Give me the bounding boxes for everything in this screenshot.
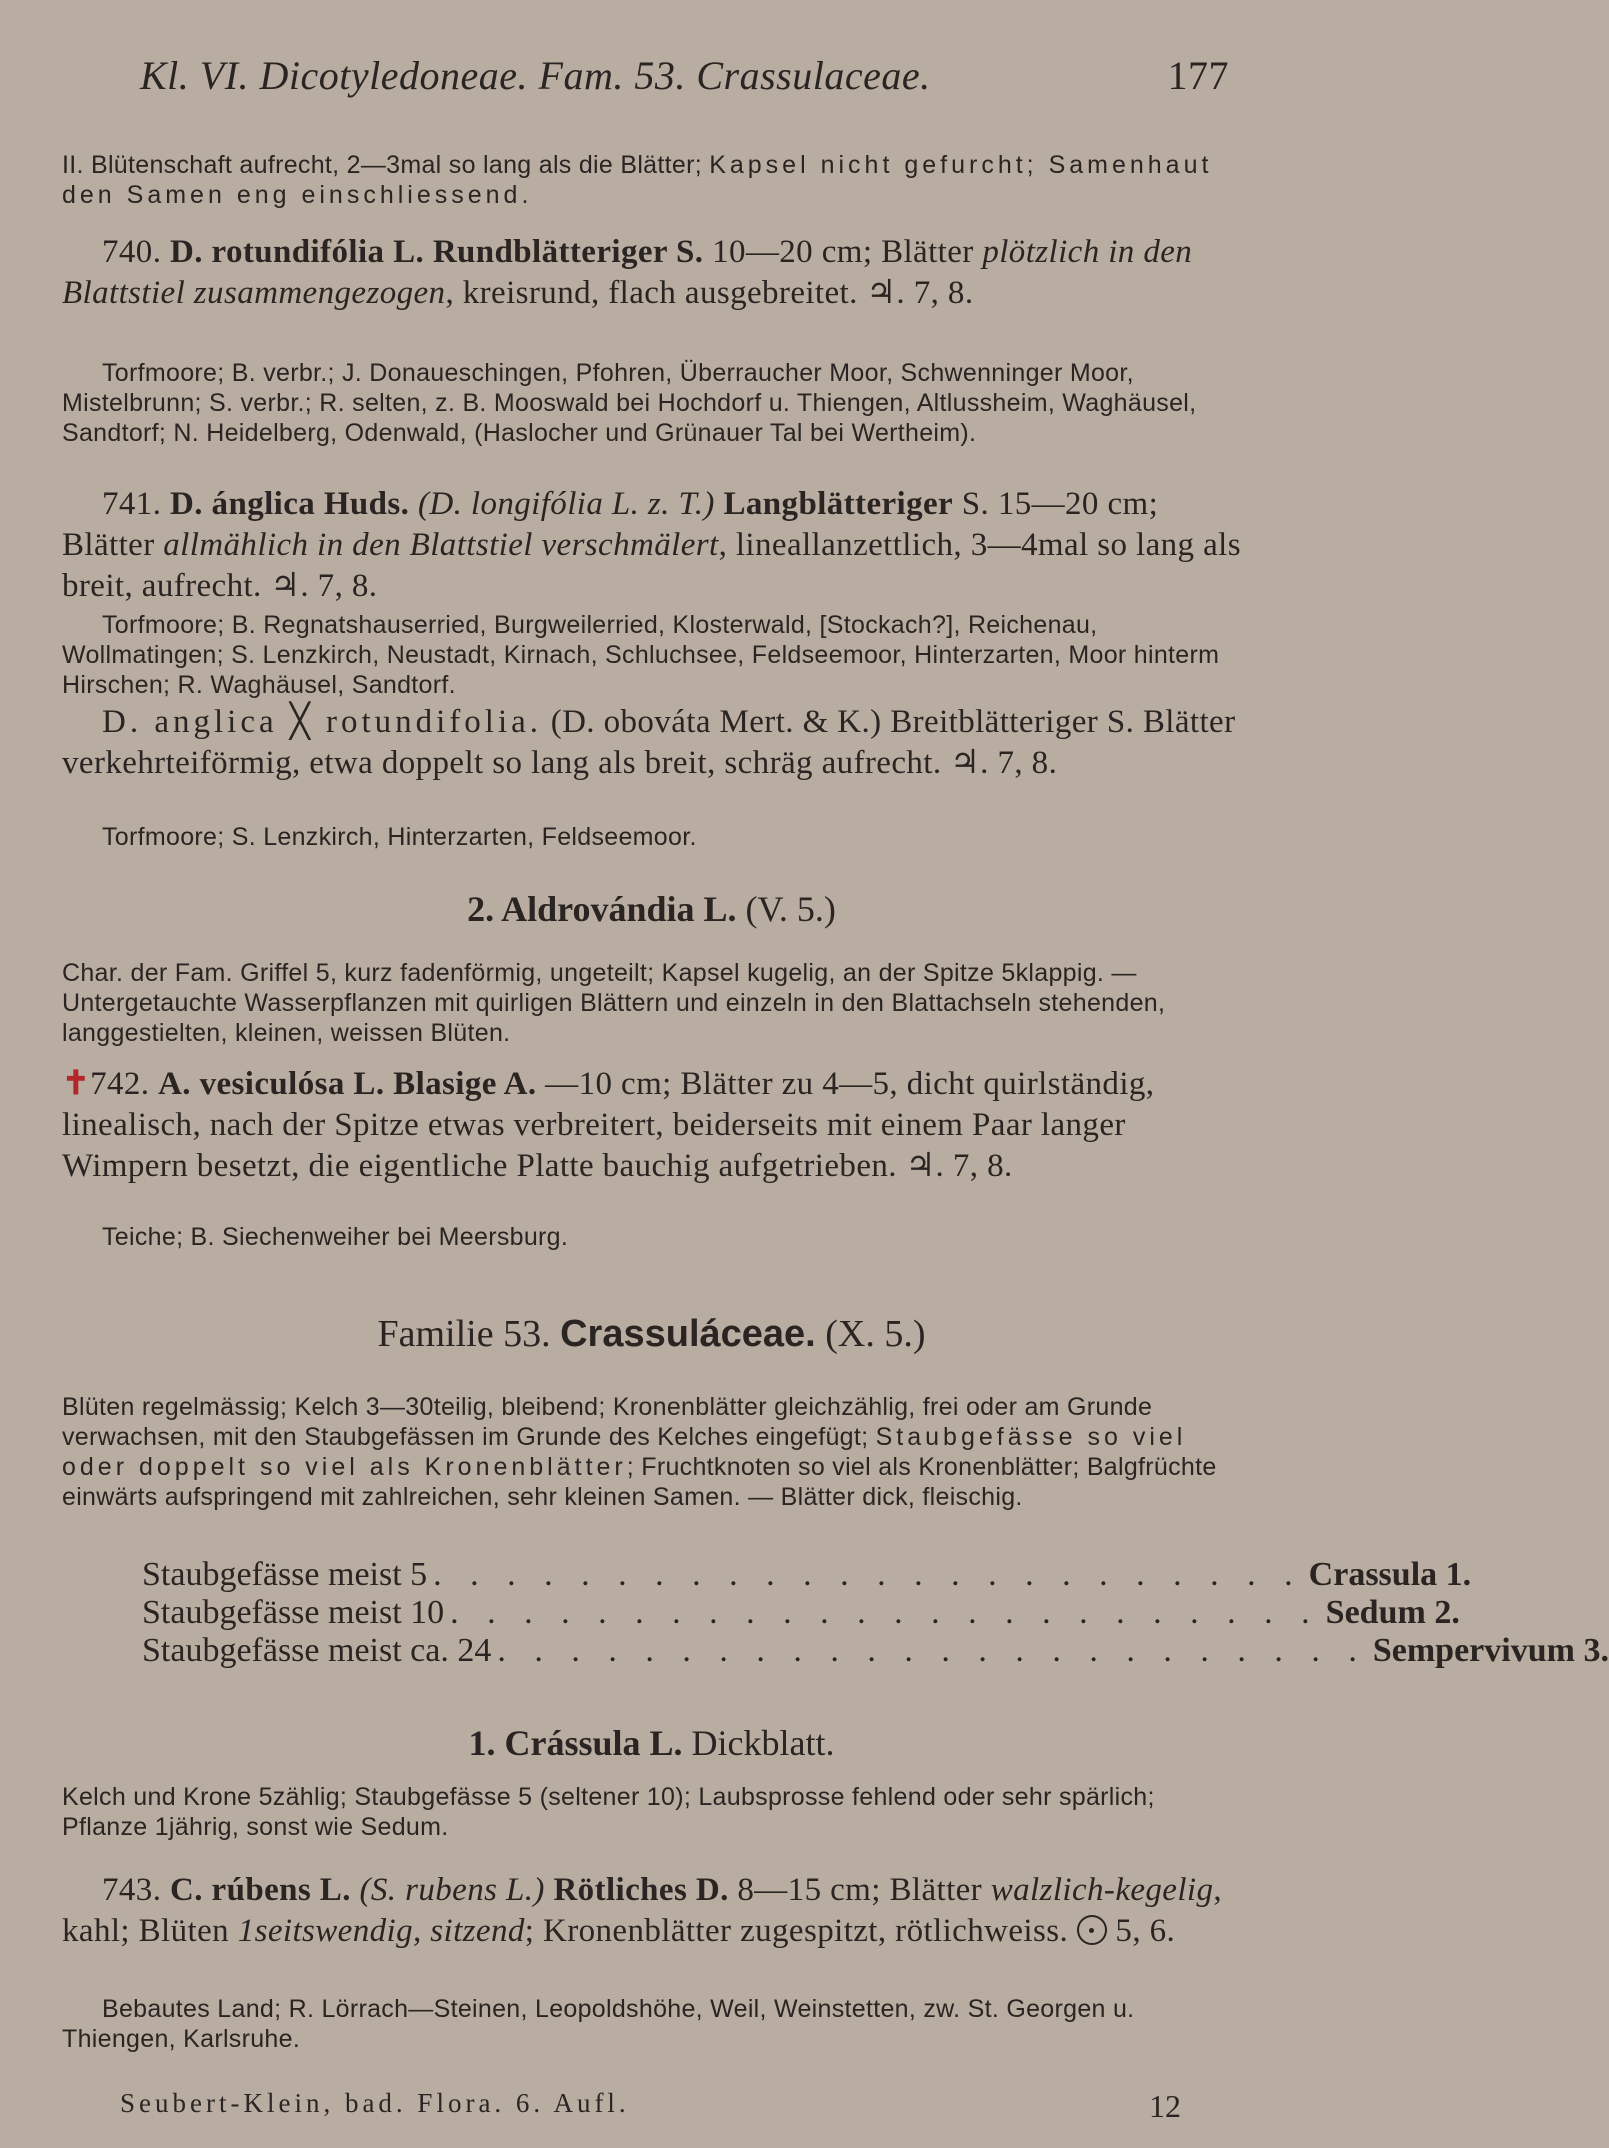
page-footer bbox=[120, 2088, 1181, 2125]
genus-description-aldrovandia: Char. der Fam. Griffel 5, kurz fadenförmig, ungeteilt; Kapsel kugelig, an der Spitze 5klappig. — Untergetauchte Wasserpflanzen mit quirligen Blättern und einzeln in den Blattachseln stehenden, langgestielten, kleinen, weissen Blüten. bbox=[62, 959, 1166, 1047]
intro-II: II. Blütenschaft aufrecht, 2—3mal so lang als die Blätter; Kapsel nicht gefurcht; Samenhaut den Samen eng einschliessend. bbox=[62, 151, 1213, 209]
header-text: Kl. VI. Dicotyledoneae. Fam. 53. Crassulaceae. bbox=[140, 53, 931, 98]
genus-heading-aldrovandia: 2. Aldrovándia L. (V. 5.) bbox=[467, 889, 836, 929]
signature-number: 12 bbox=[1149, 2088, 1181, 2124]
family-description: Blüten regelmässig; Kelch 3—30teilig, bleibend; Kronenblätter gleichzählig, frei oder am Grunde verwachsen, mit den Staubgefässen im Grunde des Kelches eingefügt; Staubgefässe so viel oder doppelt so viel als Kronenblätter; Fruchtknoten so viel als Kronenblätter; Balgfrüchte einwärts aufspringend mit zahlreichen, sehr kleinen Samen. — Blätter dick, fleischig. bbox=[62, 1393, 1217, 1511]
extinct-cross-mark: ✝ bbox=[62, 1066, 91, 1102]
common-name: Rundblätteriger S. bbox=[432, 234, 704, 270]
entry-743: 743. C. rúbens L. (S. rubens L.) Rötliches D. 8—15 cm; Blätter walzlich-kegelig, kahl; Blüten 1seitswendig, sitzend; Kronenblätter zugespitzt, rötlichweiss. 5, 6. bbox=[62, 1872, 1223, 1949]
family-heading: Familie 53. Crassuláceae. (X. 5.) bbox=[377, 1313, 926, 1355]
annual-symbol-icon bbox=[1077, 1915, 1107, 1945]
habitat-hybrid: Torfmoore; S. Lenzkirch, Hinterzarten, Feldseemoor. bbox=[102, 823, 697, 851]
key-row: Staubgefässe meist 10 . . . . . . . . . . . . . . . . . . . . . . . . Sedum 2. bbox=[142, 1594, 1460, 1631]
running-header bbox=[140, 52, 1229, 99]
hybrid-name: D. anglica ╳ rotundifolia. bbox=[102, 704, 543, 740]
species-name: D. ánglica Huds. bbox=[170, 486, 410, 522]
species-name: A. vesiculósa L. bbox=[158, 1066, 385, 1102]
page-number: 177 bbox=[1167, 53, 1229, 98]
habitat-741: Torfmoore; B. Regnatshauserried, Burgweilerried, Klosterwald, [Stockach?], Reichenau, Wollmatingen; S. Lenzkirch, Neustadt, Kirnach, Schluchsee, Feldseemoor, Hinterzarten, Moor hinterm Hirschen; R. Waghäusel, Sandtorf. bbox=[62, 611, 1220, 699]
footer-text: Seubert-Klein, bad. Flora. 6. Aufl. bbox=[120, 2088, 630, 2118]
entry-hybrid: D. anglica ╳ rotundifolia. (D. obováta Mert. & K.) Breitblätteriger S. Blätter verkehrteiförmig, etwa doppelt so lang als breit, schräg aufrecht. ♃. 7, 8. bbox=[62, 704, 1236, 781]
common-name: Langblätteriger bbox=[723, 486, 954, 522]
family-name: Crassuláceae. bbox=[560, 1313, 816, 1355]
key-row: Staubgefässe meist 5 . . . . . . . . . . . . . . . . . . . . . . . . Crassula 1. bbox=[142, 1556, 1472, 1593]
habitat-740: Torfmoore; B. verbr.; J. Donaueschingen, Pfohren, Überraucher Moor, Schwenninger Moor, Mistelbrunn; S. verbr.; R. selten, z. B. Mooswald bei Hochdorf u. Thiengen, Altlussheim, Waghäusel, Sandtorf; N. Heidelberg, Odenwald, (Haslocher und Grünauer Tal bei Wertheim). bbox=[62, 359, 1197, 447]
common-name: Rötliches D. bbox=[553, 1872, 729, 1908]
habitat-743: Bebautes Land; R. Lörrach—Steinen, Leopoldshöhe, Weil, Weinstetten, zw. St. Georgen u. Thiengen, Karlsruhe. bbox=[62, 1995, 1135, 2053]
key-row: Staubgefässe meist ca. 24 . . . . . . . . . . . . . . . . . . . . . . . . Sempervivum 3. bbox=[142, 1632, 1609, 1669]
entry-740: 740. D. rotundifólia L. Rundblätteriger S. 10—20 cm; Blätter plötzlich in den Blattstiel zusammengezogen, kreisrund, flach ausgebreitet. ♃. 7, 8. bbox=[62, 234, 1193, 311]
perennial-symbol: ♃. bbox=[866, 275, 906, 311]
common-name: Blasige A. bbox=[393, 1066, 537, 1102]
genus-key bbox=[142, 1556, 1609, 1670]
genus-description-crassula: Kelch und Krone 5zählig; Staubgefässe 5 (seltener 10); Laubsprosse fehlend oder sehr spärlich; Pflanze 1jährig, sonst wie Sedum. bbox=[62, 1783, 1155, 1841]
species-name: D. rotundifólia L. bbox=[170, 234, 425, 270]
entry-742: ✝742. A. vesiculósa L. Blasige A. —10 cm; Blätter zu 4—5, dicht quirlständig, linealisch, nach der Spitze etwas verbreitert, beiderseits mit einem Paar langer Wimpern besetzt, die eigentliche Platte bauchig aufgetrieben. ♃. 7, 8. bbox=[62, 1066, 1155, 1184]
habitat-742: Teiche; B. Siechenweiher bei Meersburg. bbox=[102, 1223, 569, 1251]
genus-heading-crassula: 1. Crássula L. Dickblatt. bbox=[468, 1723, 835, 1763]
entry-741: 741. D. ánglica Huds. (D. longifólia L. z. T.) Langblätteriger S. 15—20 cm; Blätter allmählich in den Blattstiel verschmälert, lineallanzettlich, 3—4mal so lang als breit, aufrecht. ♃. 7, 8. bbox=[62, 486, 1241, 604]
species-name: C. rúbens L. bbox=[170, 1872, 351, 1908]
